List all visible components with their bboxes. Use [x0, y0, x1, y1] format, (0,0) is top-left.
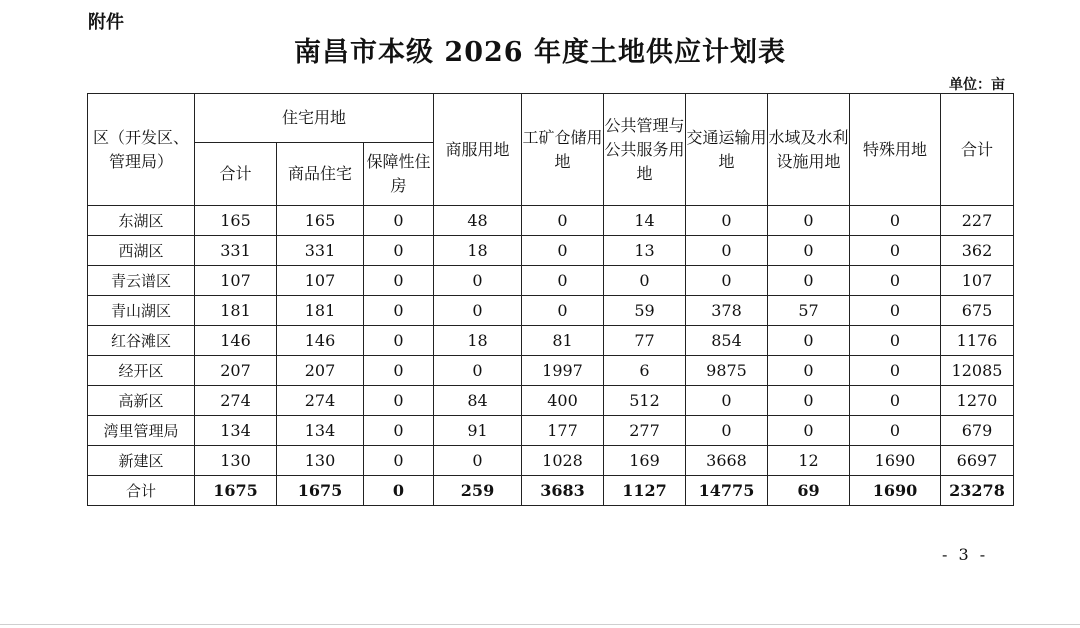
cell-industrial-storage: 1997 [522, 356, 604, 386]
header-district: 区（开发区、管理局） [88, 94, 195, 206]
cell-water-facilities: 0 [768, 206, 850, 236]
cell-commercial-service: 48 [434, 206, 522, 236]
cell-special: 1690 [850, 476, 941, 506]
cell-res-total: 134 [195, 416, 277, 446]
table-row [88, 356, 1014, 386]
cell-total: 1176 [941, 326, 1014, 356]
cell-res-commercial: 1675 [277, 476, 364, 506]
cell-res-affordable: 0 [364, 236, 434, 266]
cell-special: 0 [850, 326, 941, 356]
cell-total: 675 [941, 296, 1014, 326]
district-cell: 高新区 [88, 386, 195, 416]
cell-public-service: 512 [604, 386, 686, 416]
cell-res-total: 274 [195, 386, 277, 416]
cell-total: 679 [941, 416, 1014, 446]
cell-total: 1270 [941, 386, 1014, 416]
cell-public-service: 59 [604, 296, 686, 326]
cell-res-affordable: 0 [364, 266, 434, 296]
attachment-label: 附件 [88, 12, 124, 33]
cell-water-facilities: 69 [768, 476, 850, 506]
cell-res-total: 146 [195, 326, 277, 356]
cell-total: 362 [941, 236, 1014, 266]
cell-res-affordable: 0 [364, 446, 434, 476]
header-residential: 住宅用地 [195, 94, 434, 143]
cell-special: 0 [850, 266, 941, 296]
page-bottom-divider [0, 624, 1080, 625]
cell-water-facilities: 0 [768, 266, 850, 296]
district-cell: 新建区 [88, 446, 195, 476]
cell-res-affordable: 0 [364, 296, 434, 326]
cell-res-commercial: 181 [277, 296, 364, 326]
cell-public-service: 13 [604, 236, 686, 266]
cell-res-commercial: 134 [277, 416, 364, 446]
cell-commercial-service: 0 [434, 356, 522, 386]
header-public-service: 公共管理与公共服务用地 [604, 94, 686, 206]
district-cell: 湾里管理局 [88, 416, 195, 446]
cell-res-total: 331 [195, 236, 277, 266]
cell-commercial-service: 91 [434, 416, 522, 446]
cell-water-facilities: 0 [768, 386, 850, 416]
table-row [88, 386, 1014, 416]
cell-res-commercial: 331 [277, 236, 364, 266]
header-res-affordable: 保障性住房 [364, 143, 434, 206]
cell-res-total: 1675 [195, 476, 277, 506]
cell-transport: 0 [686, 266, 768, 296]
district-cell: 东湖区 [88, 206, 195, 236]
cell-res-commercial: 207 [277, 356, 364, 386]
cell-transport: 9875 [686, 356, 768, 386]
cell-res-affordable: 0 [364, 416, 434, 446]
cell-industrial-storage: 81 [522, 326, 604, 356]
cell-res-affordable: 0 [364, 356, 434, 386]
header-special: 特殊用地 [850, 94, 941, 206]
cell-special: 0 [850, 236, 941, 266]
cell-res-commercial: 165 [277, 206, 364, 236]
header-commercial-service: 商服用地 [434, 94, 522, 206]
cell-water-facilities: 0 [768, 356, 850, 386]
district-cell: 青云谱区 [88, 266, 195, 296]
cell-public-service: 169 [604, 446, 686, 476]
cell-public-service: 14 [604, 206, 686, 236]
cell-total: 227 [941, 206, 1014, 236]
header-industrial-storage: 工矿仓储用地 [522, 94, 604, 206]
land-supply-table [87, 93, 1014, 506]
cell-public-service: 6 [604, 356, 686, 386]
cell-res-commercial: 146 [277, 326, 364, 356]
cell-water-facilities: 0 [768, 416, 850, 446]
cell-commercial-service: 0 [434, 266, 522, 296]
cell-transport: 854 [686, 326, 768, 356]
cell-res-affordable: 0 [364, 206, 434, 236]
cell-industrial-storage: 0 [522, 206, 604, 236]
cell-commercial-service: 259 [434, 476, 522, 506]
table-row [88, 296, 1014, 326]
district-cell: 经开区 [88, 356, 195, 386]
cell-res-affordable: 0 [364, 476, 434, 506]
cell-res-total: 181 [195, 296, 277, 326]
cell-res-total: 107 [195, 266, 277, 296]
cell-total: 23278 [941, 476, 1014, 506]
cell-industrial-storage: 0 [522, 236, 604, 266]
page-title: 南昌市本级 2026 年度土地供应计划表 [294, 37, 786, 68]
header-transport: 交通运输用地 [686, 94, 768, 206]
cell-water-facilities: 0 [768, 326, 850, 356]
cell-special: 0 [850, 296, 941, 326]
cell-transport: 0 [686, 236, 768, 266]
district-cell: 合计 [88, 476, 195, 506]
cell-transport: 0 [686, 386, 768, 416]
cell-industrial-storage: 1028 [522, 446, 604, 476]
table-row [88, 266, 1014, 296]
cell-water-facilities: 12 [768, 446, 850, 476]
cell-public-service: 0 [604, 266, 686, 296]
cell-industrial-storage: 0 [522, 266, 604, 296]
table-row [88, 416, 1014, 446]
cell-res-total: 207 [195, 356, 277, 386]
cell-total: 107 [941, 266, 1014, 296]
cell-res-commercial: 107 [277, 266, 364, 296]
cell-public-service: 1127 [604, 476, 686, 506]
cell-industrial-storage: 0 [522, 296, 604, 326]
cell-transport: 378 [686, 296, 768, 326]
table-row [88, 446, 1014, 476]
cell-water-facilities: 0 [768, 236, 850, 266]
totals-row [88, 476, 1014, 506]
cell-total: 6697 [941, 446, 1014, 476]
cell-commercial-service: 0 [434, 296, 522, 326]
cell-special: 0 [850, 386, 941, 416]
table-row [88, 206, 1014, 236]
cell-public-service: 277 [604, 416, 686, 446]
cell-commercial-service: 84 [434, 386, 522, 416]
page-number: - 3 - [942, 545, 989, 564]
cell-transport: 3668 [686, 446, 768, 476]
header-res-total: 合计 [195, 143, 277, 206]
table-row [88, 236, 1014, 266]
cell-transport: 14775 [686, 476, 768, 506]
cell-transport: 0 [686, 206, 768, 236]
cell-total: 12085 [941, 356, 1014, 386]
cell-special: 0 [850, 416, 941, 446]
cell-res-total: 165 [195, 206, 277, 236]
cell-res-total: 130 [195, 446, 277, 476]
header-res-commercial: 商品住宅 [277, 143, 364, 206]
header-water-facilities: 水域及水利设施用地 [768, 94, 850, 206]
cell-public-service: 77 [604, 326, 686, 356]
header-total: 合计 [941, 94, 1014, 206]
cell-transport: 0 [686, 416, 768, 446]
cell-res-commercial: 130 [277, 446, 364, 476]
cell-special: 0 [850, 206, 941, 236]
cell-industrial-storage: 177 [522, 416, 604, 446]
cell-water-facilities: 57 [768, 296, 850, 326]
district-cell: 红谷滩区 [88, 326, 195, 356]
unit-label: 单位：亩 [949, 77, 1005, 93]
cell-industrial-storage: 400 [522, 386, 604, 416]
district-cell: 青山湖区 [88, 296, 195, 326]
cell-special: 1690 [850, 446, 941, 476]
cell-industrial-storage: 3683 [522, 476, 604, 506]
cell-res-affordable: 0 [364, 326, 434, 356]
cell-res-affordable: 0 [364, 386, 434, 416]
cell-commercial-service: 0 [434, 446, 522, 476]
cell-commercial-service: 18 [434, 326, 522, 356]
cell-special: 0 [850, 356, 941, 386]
cell-commercial-service: 18 [434, 236, 522, 266]
district-cell: 西湖区 [88, 236, 195, 266]
table-row [88, 326, 1014, 356]
cell-res-commercial: 274 [277, 386, 364, 416]
